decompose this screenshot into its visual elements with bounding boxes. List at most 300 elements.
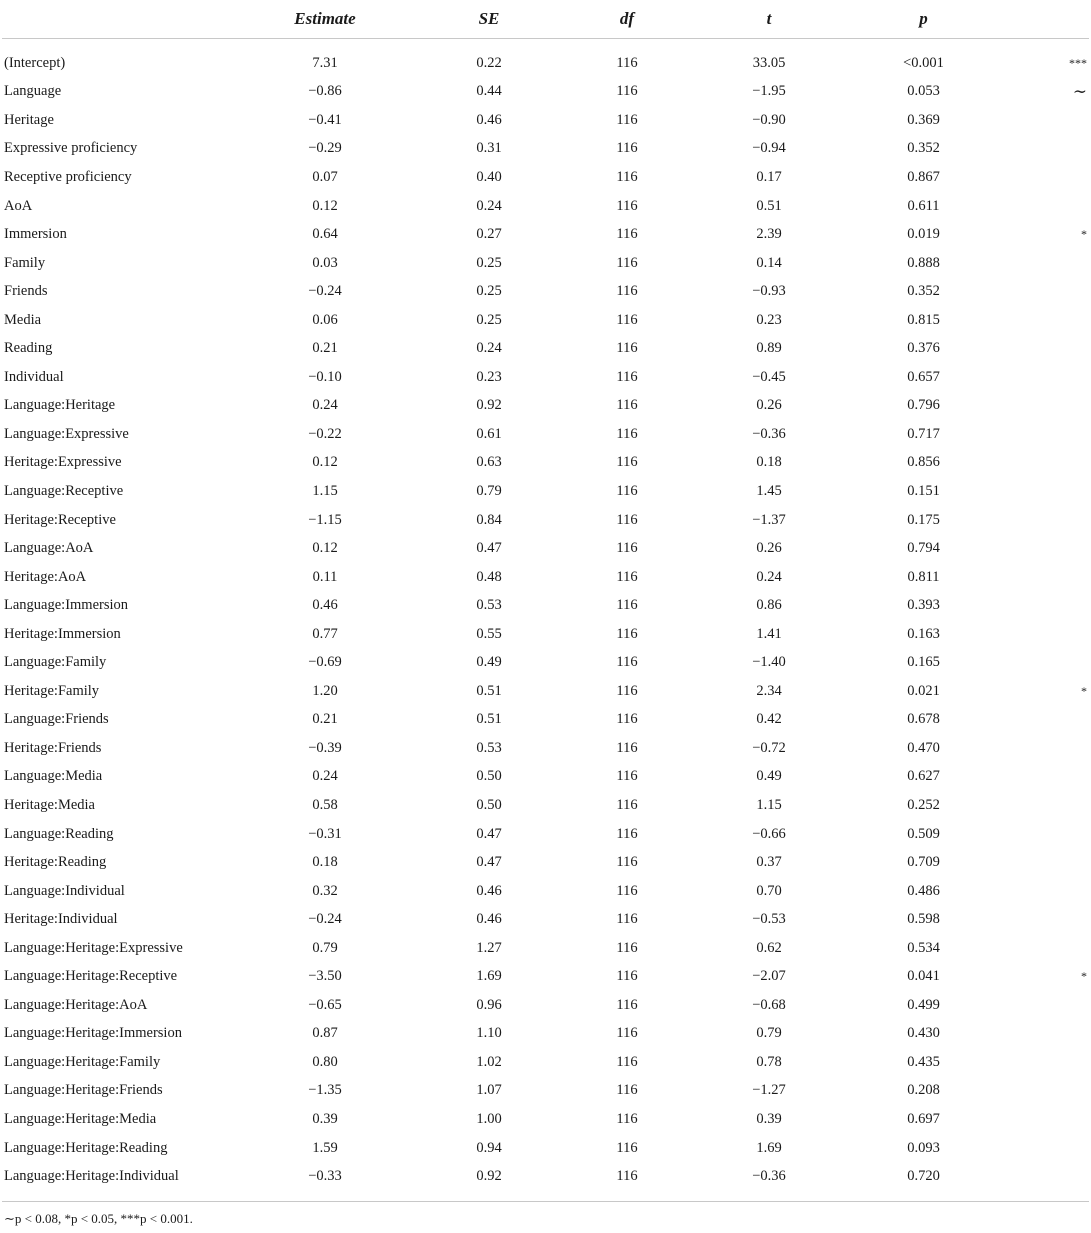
cell-estimate: 0.79 [312,939,338,956]
cell-term: Language:Heritage:Expressive [4,939,183,956]
table-row [2,1105,1089,1134]
cell-term: Language:Heritage:Media [4,1111,157,1127]
cell-df: 116 [616,283,638,300]
cell-t: 0.89 [756,340,782,357]
regression-table [2,0,1089,1228]
cell-p: 0.888 [907,254,940,271]
cell-df: 116 [616,540,638,557]
cell-estimate: 0.32 [312,882,338,899]
cell-p: 0.867 [907,168,940,185]
cell-se: 0.63 [476,454,502,471]
cell-p: 0.678 [907,711,940,728]
cell-term: Friends [4,283,48,300]
table-row [2,163,1089,192]
table-row [2,220,1089,249]
cell-se: 1.07 [476,1082,502,1099]
cell-term: Heritage [4,111,54,128]
cell-term: Language:Heritage:AoA [4,996,148,1013]
cell-significance [995,249,1089,278]
cell-se: 0.55 [476,625,502,642]
cell-t: 2.39 [756,226,782,243]
cell-df: 116 [616,882,638,899]
cell-p: 0.709 [907,854,940,871]
cell-p: 0.499 [907,996,940,1013]
cell-significance [995,991,1089,1020]
cell-term: Heritage:AoA [4,568,87,585]
table-row [2,1048,1089,1077]
cell-df: 116 [616,368,638,385]
cell-p: 0.534 [907,939,940,956]
cell-significance [995,791,1089,820]
table-row [2,763,1089,792]
table-row [2,277,1089,306]
cell-t: 0.51 [756,197,782,214]
cell-p: 0.041 [907,968,940,985]
cell-t: −0.72 [752,739,786,756]
cell-se: 1.02 [476,1053,502,1070]
cell-p: 0.815 [907,311,940,328]
cell-significance [995,563,1089,592]
cell-se: 1.69 [476,968,502,985]
cell-t: −1.40 [752,654,786,671]
cell-term: Heritage:Friends [4,739,102,756]
cell-t: 1.41 [756,625,782,642]
cell-p: 0.376 [907,340,940,357]
cell-p: 0.093 [907,1139,940,1156]
cell-df: 116 [616,597,638,614]
cell-t: 1.69 [756,1139,782,1156]
cell-significance [995,1162,1089,1201]
cell-estimate: 0.07 [312,168,338,185]
cell-p: 0.598 [907,911,940,928]
cell-significance: * [1081,683,1087,698]
cell-estimate: −3.50 [308,968,342,985]
cell-df: 116 [616,996,638,1013]
cell-t: 0.78 [756,1053,782,1070]
cell-term: AoA [4,197,33,214]
cell-significance [995,277,1089,306]
table-row [2,734,1089,763]
cell-t: 0.86 [756,597,782,614]
cell-significance [995,163,1089,192]
cell-term: Language:AoA [4,540,94,557]
cell-se: 0.46 [476,111,502,128]
cell-significance [995,306,1089,335]
table-row [2,1162,1089,1201]
cell-term: Receptive proficiency [4,168,132,185]
cell-se: 0.50 [476,768,502,785]
table-row [2,249,1089,278]
cell-estimate: 0.46 [312,597,338,614]
cell-df: 116 [616,768,638,785]
cell-se: 0.24 [476,197,502,214]
cell-term: Language:Heritage:Immersion [4,1025,182,1042]
table-row [2,192,1089,221]
cell-term: Language [4,83,62,100]
cell-p: 0.486 [907,882,940,899]
cell-estimate: 0.06 [312,311,338,328]
cell-df: 116 [616,254,638,271]
cell-estimate: −0.33 [308,1168,342,1185]
cell-p: 0.175 [907,511,940,528]
cell-estimate: −0.39 [308,739,342,756]
cell-significance: *** [1069,55,1087,70]
table-row [2,78,1089,107]
cell-significance [995,706,1089,735]
cell-significance [995,734,1089,763]
cell-df: 116 [616,397,638,414]
cell-p: 0.697 [907,1111,940,1127]
cell-t: 0.62 [756,939,782,956]
cell-term: Language:Heritage [4,397,116,414]
table-row [2,135,1089,164]
cell-term: (Intercept) [4,54,66,71]
header-significance [995,0,1089,39]
cell-df: 116 [616,968,638,985]
cell-df: 116 [616,454,638,471]
cell-se: 0.22 [476,54,502,71]
cell-se: 0.50 [476,796,502,813]
cell-significance [995,648,1089,677]
cell-significance [995,877,1089,906]
cell-df: 116 [616,226,638,243]
cell-term: Family [4,254,46,271]
cell-term: Heritage:Family [4,682,100,699]
cell-se: 0.44 [476,83,502,100]
cell-significance [995,135,1089,164]
cell-p: 0.509 [907,825,940,842]
cell-estimate: −0.31 [308,825,342,842]
table-row [2,563,1089,592]
table-row [2,449,1089,478]
cell-t: 0.17 [756,168,782,185]
table-row [2,106,1089,135]
cell-t: −1.27 [752,1082,786,1099]
cell-t: −0.45 [752,368,786,385]
cell-p: 0.811 [907,568,940,585]
cell-term: Language:Immersion [4,597,129,614]
cell-estimate: 0.21 [312,340,338,357]
cell-df: 116 [616,711,638,728]
cell-df: 116 [616,854,638,871]
cell-t: 0.26 [756,540,782,557]
cell-t: 0.18 [756,454,782,471]
table-row [2,506,1089,535]
cell-term: Language:Reading [4,825,114,842]
cell-estimate: 0.77 [312,625,338,642]
cell-se: 0.48 [476,568,502,585]
table-row [2,477,1089,506]
cell-estimate: −0.65 [308,996,342,1013]
cell-p: 0.794 [907,540,940,557]
cell-term: Language:Heritage:Friends [4,1082,163,1099]
cell-significance [995,363,1089,392]
cell-t: 0.70 [756,882,782,899]
footnote-row [2,1201,1089,1228]
cell-df: 116 [616,1168,638,1185]
cell-t: 0.37 [756,854,782,871]
header-p: p [852,0,995,39]
cell-t: 0.24 [756,568,782,585]
cell-significance [995,820,1089,849]
cell-df: 116 [616,1025,638,1042]
cell-t: −1.37 [752,511,786,528]
table-body [2,39,1089,1202]
cell-se: 0.51 [476,682,502,699]
cell-t: 0.49 [756,768,782,785]
cell-t: 0.39 [756,1111,782,1127]
cell-se: 0.92 [476,397,502,414]
cell-significance [995,1020,1089,1049]
cell-significance [995,1048,1089,1077]
cell-estimate: 0.18 [312,854,338,871]
cell-df: 116 [616,140,638,157]
cell-t: 0.42 [756,711,782,728]
table-row [2,877,1089,906]
table-row [2,648,1089,677]
cell-df: 116 [616,796,638,813]
cell-se: 0.40 [476,168,502,185]
cell-t: 1.15 [756,796,782,813]
cell-se: 0.61 [476,425,502,442]
cell-df: 116 [616,568,638,585]
cell-p: 0.430 [907,1025,940,1042]
cell-estimate: −0.24 [308,283,342,300]
cell-significance [995,620,1089,649]
header-term [2,0,240,39]
cell-se: 0.31 [476,140,502,157]
table-footer [2,1201,1089,1228]
cell-p: 0.470 [907,739,940,756]
cell-estimate: 0.21 [312,711,338,728]
cell-estimate: 1.20 [312,682,338,699]
table-row [2,820,1089,849]
cell-p: 0.657 [907,368,940,385]
cell-se: 0.23 [476,368,502,385]
cell-t: −0.53 [752,911,786,928]
cell-se: 0.47 [476,854,502,871]
cell-estimate: −0.41 [308,111,342,128]
cell-t: 0.26 [756,397,782,414]
cell-estimate: 0.87 [312,1025,338,1042]
cell-se: 0.53 [476,597,502,614]
cell-term: Heritage:Media [4,796,95,813]
table-row [2,334,1089,363]
cell-df: 116 [616,425,638,442]
cell-estimate: 0.58 [312,796,338,813]
cell-p: 0.369 [907,111,940,128]
table-row [2,392,1089,421]
cell-term: Media [4,311,42,328]
cell-p: 0.208 [907,1082,940,1099]
cell-df: 116 [616,54,638,71]
table-row [2,420,1089,449]
cell-df: 116 [616,83,638,100]
cell-estimate: 0.03 [312,254,338,271]
cell-significance: ∼ [1072,81,1087,101]
cell-se: 0.47 [476,825,502,842]
cell-p: 0.611 [907,197,940,214]
table-row [2,1020,1089,1049]
cell-term: Heritage:Immersion [4,625,121,642]
cell-t: −0.90 [752,111,786,128]
cell-term: Language:Heritage:Family [4,1053,161,1070]
cell-estimate: 1.59 [312,1139,338,1156]
table-row [2,1077,1089,1106]
cell-df: 116 [616,511,638,528]
table-row [2,791,1089,820]
cell-term: Heritage:Reading [4,854,107,871]
cell-term: Language:Expressive [4,425,129,442]
cell-t: −0.94 [752,140,786,157]
cell-df: 116 [616,197,638,214]
cell-term: Heritage:Individual [4,911,118,928]
cell-estimate: 0.24 [312,397,338,414]
cell-significance [995,334,1089,363]
cell-t: −1.95 [752,83,786,100]
cell-t: −0.68 [752,996,786,1013]
table-row [2,39,1089,78]
cell-p: 0.165 [907,654,940,671]
cell-term: Reading [4,340,53,357]
cell-p: 0.856 [907,454,940,471]
table-row [2,534,1089,563]
cell-se: 0.96 [476,996,502,1013]
cell-df: 116 [616,625,638,642]
header-se: SE [410,0,568,39]
cell-df: 116 [616,654,638,671]
cell-p: 0.352 [907,283,940,300]
cell-p: 0.393 [907,597,940,614]
cell-term: Heritage:Receptive [4,511,116,528]
table-row [2,591,1089,620]
table-footnote: ∼p < 0.08, *p < 0.05, ***p < 0.001. [2,1201,1089,1228]
cell-t: 0.14 [756,254,782,271]
cell-t: 1.45 [756,482,782,499]
cell-significance: * [1081,969,1087,984]
cell-se: 0.27 [476,226,502,243]
cell-significance [995,534,1089,563]
cell-se: 0.92 [476,1168,502,1185]
table-row [2,848,1089,877]
cell-significance [995,591,1089,620]
cell-df: 116 [616,739,638,756]
cell-se: 0.94 [476,1139,502,1156]
cell-se: 0.25 [476,283,502,300]
cell-se: 0.79 [476,482,502,499]
cell-estimate: −1.35 [308,1082,342,1099]
cell-estimate: −0.29 [308,140,342,157]
cell-estimate: 0.12 [312,197,338,214]
cell-p: <0.001 [903,54,944,71]
cell-df: 116 [616,1111,638,1127]
cell-p: 0.252 [907,796,940,813]
cell-se: 0.53 [476,739,502,756]
cell-p: 0.796 [907,397,940,414]
cell-p: 0.717 [907,425,940,442]
cell-significance [995,848,1089,877]
cell-term: Immersion [4,226,67,243]
table-row [2,905,1089,934]
cell-estimate: 0.12 [312,540,338,557]
cell-estimate: −0.22 [308,425,342,442]
cell-se: 0.25 [476,311,502,328]
cell-t: 0.23 [756,311,782,328]
cell-significance [995,1134,1089,1163]
cell-significance [995,449,1089,478]
cell-estimate: 0.64 [312,226,338,243]
cell-se: 1.27 [476,939,502,956]
cell-estimate: −0.24 [308,911,342,928]
table-row [2,706,1089,735]
table-row [2,363,1089,392]
cell-significance [995,477,1089,506]
cell-significance: * [1081,227,1087,242]
cell-estimate: −1.15 [308,511,342,528]
table-header [2,0,1089,39]
cell-df: 116 [616,911,638,928]
cell-significance [995,106,1089,135]
cell-t: −2.07 [752,968,786,985]
cell-se: 0.84 [476,511,502,528]
cell-se: 0.25 [476,254,502,271]
cell-term: Language:Heritage:Receptive [4,968,178,985]
cell-term: Language:Individual [4,882,125,899]
cell-se: 0.51 [476,711,502,728]
cell-p: 0.352 [907,140,940,157]
cell-df: 116 [616,825,638,842]
cell-df: 116 [616,1139,638,1156]
cell-df: 116 [616,682,638,699]
cell-significance [995,506,1089,535]
cell-estimate: 0.11 [312,568,338,585]
cell-p: 0.151 [907,482,940,499]
cell-df: 116 [616,340,638,357]
cell-estimate: 0.80 [312,1053,338,1070]
cell-significance [995,1077,1089,1106]
cell-p: 0.435 [907,1053,940,1070]
cell-estimate: 0.12 [312,454,338,471]
cell-t: −0.36 [752,425,786,442]
header-t: t [686,0,852,39]
cell-estimate: −0.10 [308,368,342,385]
cell-t: −0.93 [752,283,786,300]
cell-df: 116 [616,939,638,956]
cell-estimate: −0.69 [308,654,342,671]
cell-df: 116 [616,1082,638,1099]
table-row [2,620,1089,649]
cell-estimate: 0.39 [312,1111,338,1127]
cell-df: 116 [616,1053,638,1070]
cell-significance [995,905,1089,934]
cell-significance [995,420,1089,449]
cell-t: 33.05 [752,54,786,71]
cell-term: Language:Heritage:Individual [4,1168,179,1185]
cell-term: Expressive proficiency [4,140,138,157]
cell-p: 0.163 [907,625,940,642]
cell-p: 0.627 [907,768,940,785]
cell-df: 116 [616,168,638,185]
cell-term: Individual [4,368,64,385]
table-row [2,1134,1089,1163]
cell-p: 0.019 [907,226,940,243]
cell-term: Heritage:Expressive [4,454,122,471]
cell-se: 0.46 [476,911,502,928]
cell-se: 1.10 [476,1025,502,1042]
table-row [2,963,1089,992]
cell-estimate: 1.15 [312,482,338,499]
table-row [2,934,1089,963]
